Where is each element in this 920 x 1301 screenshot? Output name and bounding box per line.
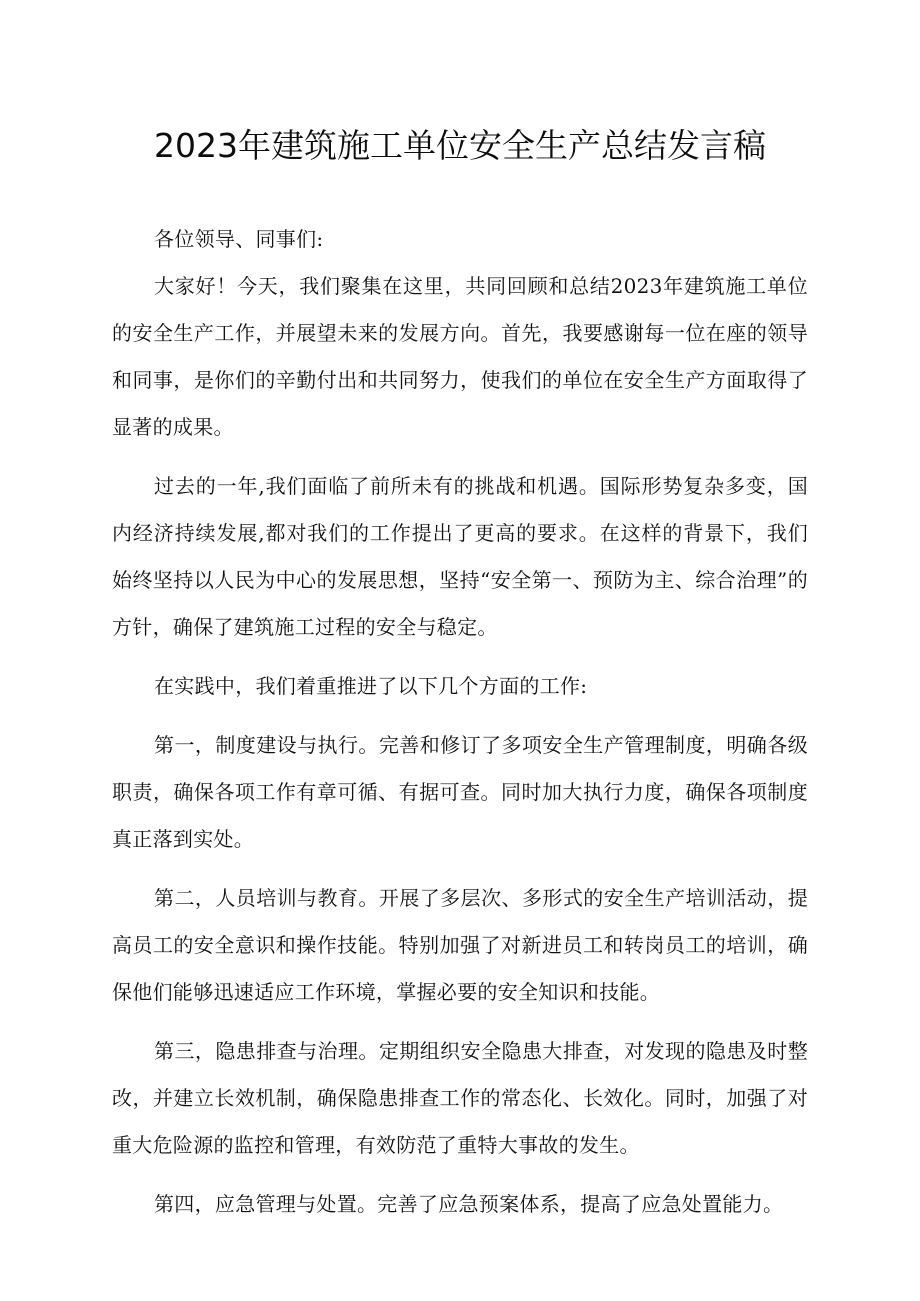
paragraph-greeting: 大家好！今天，我们聚集在这里，共同回顾和总结2023年建筑施工单位的安全生产工作，并展望未来的发展方向。首先，我要感谢每一位在座的领导和同事，是你们的辛勤付出和共同努力，使我们的单位在安全生产方面取得了显著的成果。 <box>112 274 808 439</box>
paragraph-point-four: 第四，应急管理与处置。完善了应急预案体系，提高了应急处置能力。 <box>154 1192 784 1216</box>
document-body <box>112 216 808 1240</box>
paragraph-past-year: 过去的一年,我们面临了前所未有的挑战和机遇。国际形势复杂多变，国内经济持续发展,都对我们的工作提出了更高的要求。在这样的背景下，我们始终坚持以人民为中心的发展思想，坚持“安全第一、预防为主、综合治理”的方针，确保了建筑施工过程的安全与稳定。 <box>112 474 808 639</box>
paragraph-practice-intro: 在实践中，我们着重推进了以下几个方面的工作: <box>154 674 588 698</box>
paragraph-point-three: 第三，隐患排查与治理。定期组织安全隐患大排查，对发现的隐患及时整改，并建立长效机制，确保隐患排查工作的常态化、长效化。同时，加强了对重大危险源的监控和管理，有效防范了重特大事故的发生。 <box>112 1039 808 1157</box>
document-title: 2023年建筑施工单位安全生产总结发言稿 <box>154 126 766 165</box>
paragraph-salutation: 各位领导、同事们: <box>154 227 324 251</box>
paragraph-point-one: 第一，制度建设与执行。完善和修订了多项安全生产管理制度，明确各级职责，确保各项工作有章可循、有据可查。同时加大执行力度，确保各项制度真正落到实处。 <box>112 733 808 851</box>
paragraph-point-two: 第二，人员培训与教育。开展了多层次、多形式的安全生产培训活动，提高员工的安全意识和操作技能。特别加强了对新进员工和转岗员工的培训，确保他们能够迅速适应工作环境，掌握必要的安全知识和技能。 <box>112 886 808 1004</box>
